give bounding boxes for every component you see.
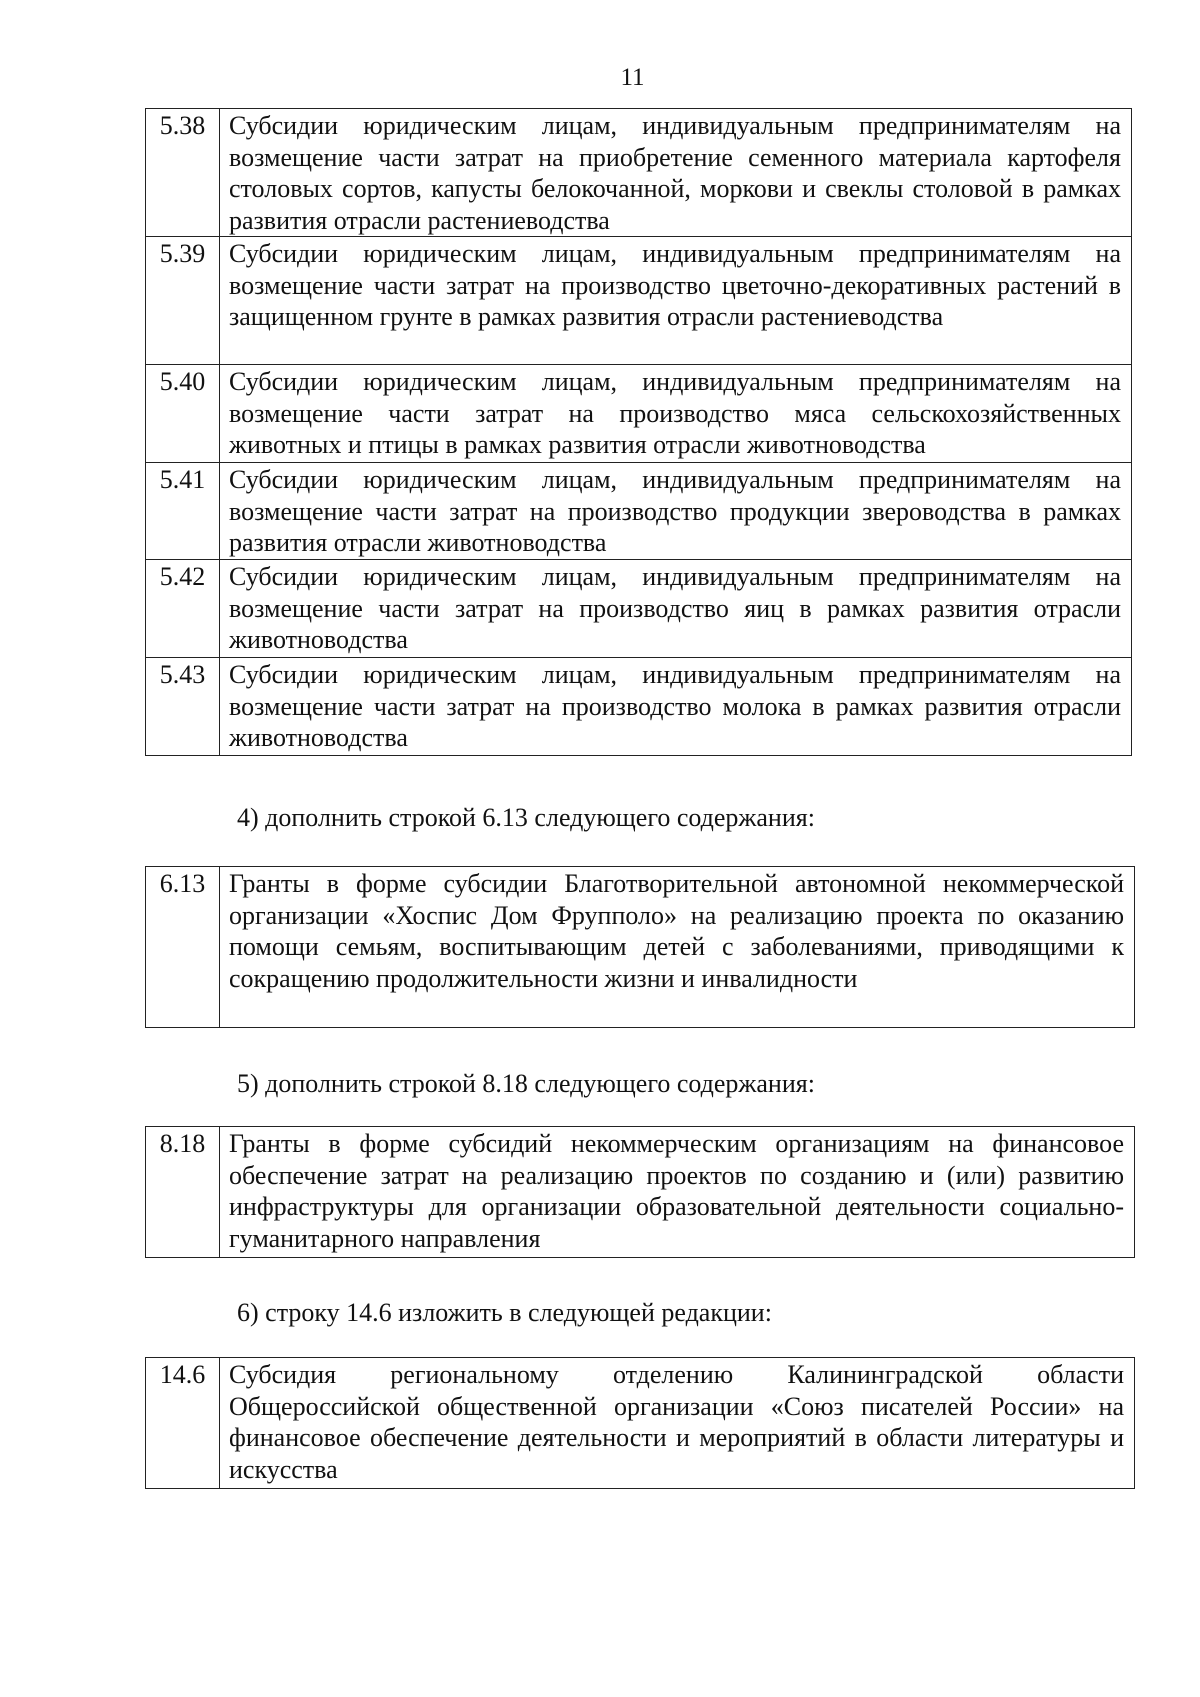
row-number: 5.39: [146, 237, 220, 365]
table-row: [146, 658, 1132, 756]
row-number: 5.40: [146, 365, 220, 463]
row-text: Гранты в форме субсидий некоммерческим организациям на финансовое обеспечение затрат на реализацию проектов по созданию и (или) развитию инфраструктуры для организации образовательной деятельности социально-гуманитарного направления: [220, 1127, 1135, 1258]
row-text: Субсидии юридическим лицам, индивидуальным предпринимателям на возмещение части затрат на производство мяса сельскохозяйственных животных и птицы в рамках развития отрасли животноводства: [220, 365, 1132, 463]
table-row: [146, 867, 1135, 1028]
row-number: 5.41: [146, 463, 220, 560]
row-number: 6.13: [146, 867, 220, 1028]
row-text: Субсидия региональному отделению Калининградской области Общероссийской общественной организации «Союз писателей России» на финансовое обеспечение деятельности и мероприятий в области литературы и искусства: [220, 1358, 1135, 1489]
row-number: 14.6: [146, 1358, 220, 1489]
table-row: [146, 1127, 1135, 1258]
row-text: Субсидии юридическим лицам, индивидуальным предпринимателям на возмещение части затрат на производство яиц в рамках развития отрасли животноводства: [220, 560, 1132, 658]
row-number: 5.42: [146, 560, 220, 658]
grant-table-8-18: [145, 1126, 1135, 1258]
row-number: 5.38: [146, 109, 220, 237]
row-text: Субсидии юридическим лицам, индивидуальным предпринимателям на возмещение части затрат на производство продукции звероводства в рамках развития отрасли животноводства: [220, 463, 1132, 560]
row-text: Субсидии юридическим лицам, индивидуальным предпринимателям на возмещение части затрат на производство молока в рамках развития отрасли животноводства: [220, 658, 1132, 756]
table-row: [146, 237, 1132, 365]
instruction-5: 5) дополнить строкой 8.18 следующего содержания:: [237, 1069, 815, 1098]
row-number: 8.18: [146, 1127, 220, 1258]
table-row: [146, 1358, 1135, 1489]
table-row: [146, 365, 1132, 463]
row-text: Субсидии юридическим лицам, индивидуальным предпринимателям на возмещение части затрат на приобретение семенного материала картофеля столовых сортов, капусты белокочанной, моркови и свеклы столовой в рамках развития отрасли растениеводства: [220, 109, 1132, 237]
table-row: [146, 560, 1132, 658]
row-text: Субсидии юридическим лицам, индивидуальным предпринимателям на возмещение части затрат на производство цветочно-декоративных растений в защищенном грунте в рамках развития отрасли растениеводства: [220, 237, 1132, 365]
table-row: [146, 109, 1132, 237]
instruction-6: 6) строку 14.6 изложить в следующей редакции:: [237, 1298, 772, 1327]
page-number: 11: [620, 64, 645, 91]
row-text: Гранты в форме субсидии Благотворительной автономной некоммерческой организации «Хоспис Дом Фрупполо» на реализацию проекта по оказанию помощи семьям, воспитывающим детей с заболеваниями, приводящими к сокращению продолжительности жизни и инвалидности: [220, 867, 1135, 1028]
table-row: [146, 463, 1132, 560]
instruction-4: 4) дополнить строкой 6.13 следующего содержания:: [237, 803, 815, 832]
subsidy-table-14-6: [145, 1357, 1135, 1489]
grant-table-6-13: [145, 866, 1135, 1028]
subsidy-table-5: [145, 108, 1132, 756]
row-number: 5.43: [146, 658, 220, 756]
